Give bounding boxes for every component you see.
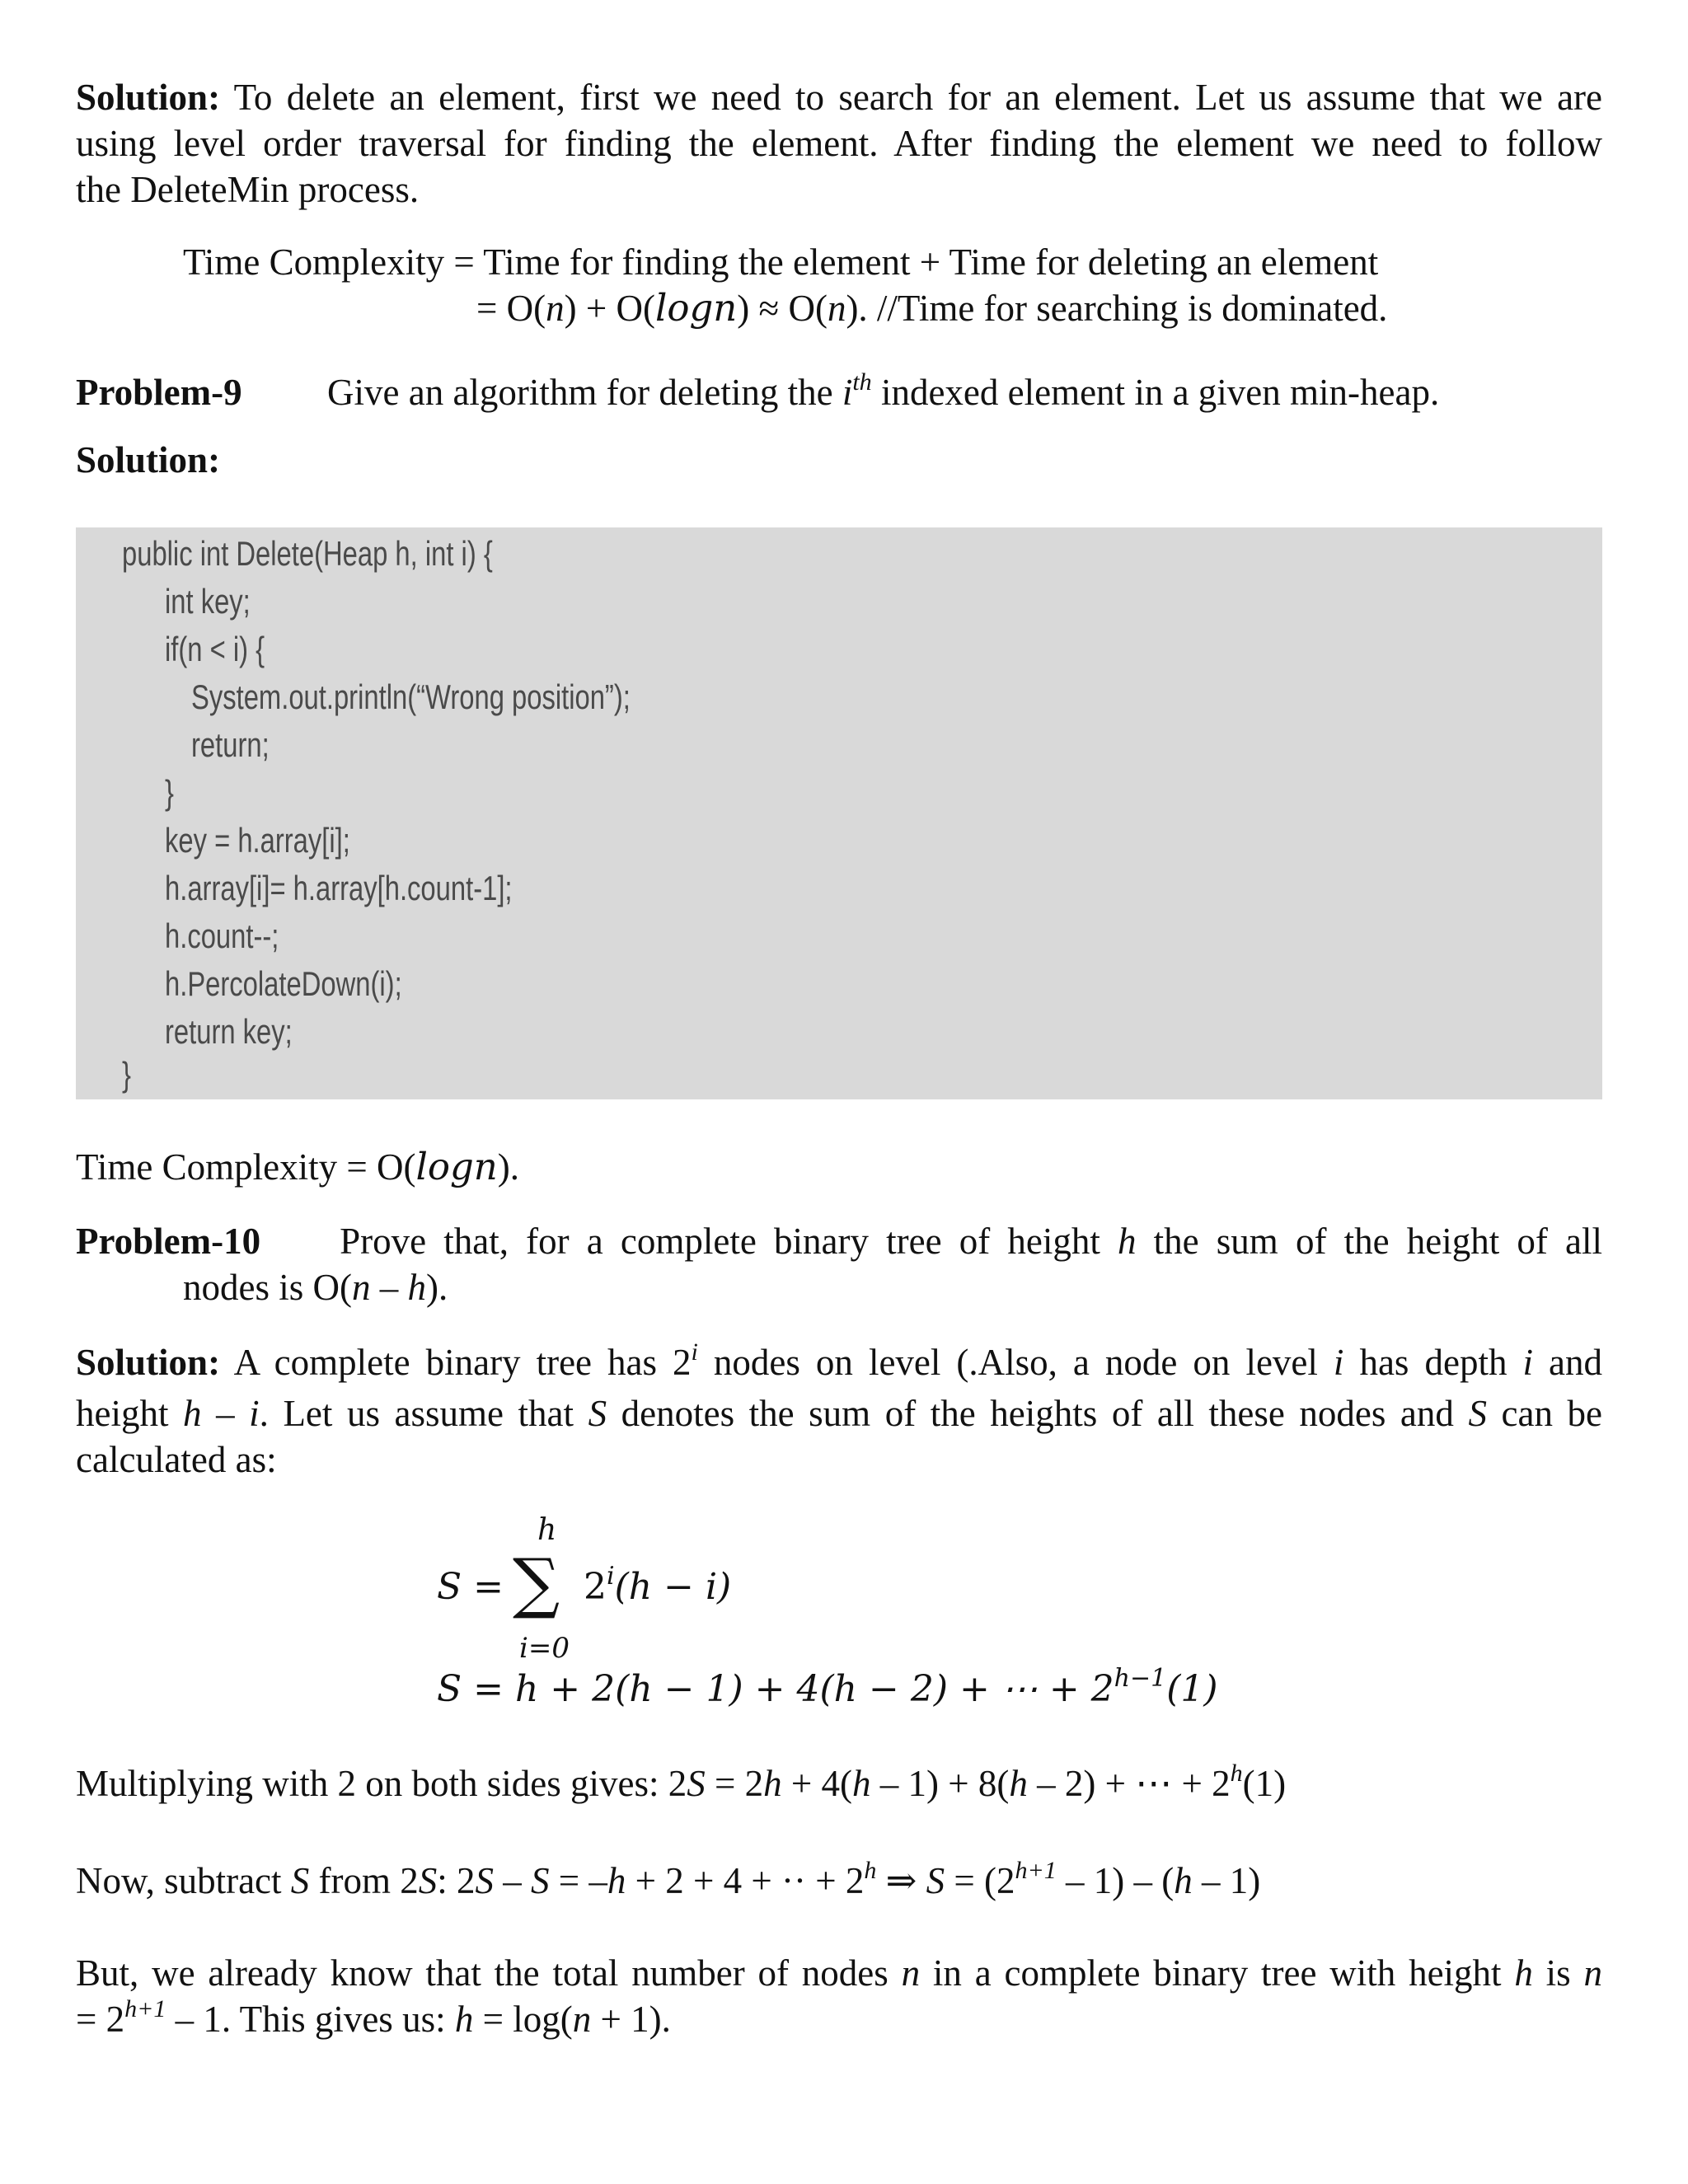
expanded-sum-end: (1) [1166, 1668, 1218, 1710]
superscript-h: h [864, 1857, 877, 1884]
final-text: = 2 [76, 1999, 125, 2040]
expanded-sum-text: S = h + 2(h − 1) + 4(h − 2) + ⋯ + 2 [437, 1668, 1114, 1710]
tc2-text: ). [497, 1146, 520, 1188]
sum-term-rest: (h − i) [614, 1566, 732, 1608]
code-line: h.PercolateDown(i); [165, 964, 402, 1003]
problem-9-text [327, 369, 1439, 420]
var-S: S [588, 1393, 607, 1434]
p10-text: nodes is O( [183, 1267, 352, 1308]
var-logn: logn [415, 1145, 498, 1188]
var-h: h [607, 1860, 626, 1901]
superscript-h: h [1230, 1760, 1243, 1787]
sub-text: + 2 + 4 + ·· + 2 [626, 1860, 865, 1901]
code-line: System.out.println(“Wrong position”); [191, 677, 631, 716]
time-complexity-line-1: Time Complexity = Time for finding the element + Time for deleting an element [183, 241, 1379, 283]
sol10-text: can be [1486, 1393, 1602, 1434]
var-h: h [1514, 1952, 1533, 1994]
sol10-text: calculated as: [76, 1439, 277, 1480]
tc-part: ). //Time for searching is dominated. [846, 288, 1388, 329]
p9-text: indexed element in a given min-heap. [871, 372, 1440, 413]
var-n: n [546, 288, 565, 329]
sol10-text: . Let us assume that [259, 1393, 588, 1434]
expr-n-h: n – h [351, 1267, 426, 1308]
subtract-line [76, 1858, 1260, 1909]
solution-label: Solution: [76, 1342, 221, 1383]
var-S: S [926, 1860, 945, 1901]
p9-text: Give an algorithm for deleting the [327, 372, 842, 413]
tc2-text: Time Complexity = O( [76, 1146, 416, 1188]
var-S: S [531, 1860, 550, 1901]
final-text: + 1). [591, 1999, 671, 2040]
sol10-text: has depth [1343, 1342, 1523, 1383]
code-line: } [122, 1055, 131, 1094]
superscript-i: i [691, 1338, 698, 1366]
sub-text: Now, subtract [76, 1860, 291, 1901]
var-i: i [842, 372, 853, 413]
time-complexity-2 [76, 1144, 519, 1190]
mult-text: (1) [1242, 1763, 1287, 1804]
var-h: h [852, 1763, 871, 1804]
final-text: But, we already know that the total number of nodes [76, 1952, 902, 1994]
sub-text: from 2 [309, 1860, 419, 1901]
intro-text-3: the DeleteMin process. [76, 169, 420, 210]
final-text: = log( [473, 1999, 573, 2040]
superscript-i: i [607, 1562, 615, 1591]
sum-term-base: 2 [584, 1566, 607, 1608]
multiplying-line [76, 1760, 1286, 1811]
sub-text: : 2 [437, 1860, 476, 1901]
var-i: i [1522, 1342, 1533, 1383]
code-line: } [165, 773, 174, 812]
expanded-sum [437, 1664, 1218, 1710]
sol10-text: height [76, 1393, 184, 1434]
mult-text: + 4( [781, 1763, 853, 1804]
intro-text-2: using level order traversal for finding the element. After finding the element we need to follow [76, 123, 1602, 164]
superscript-h-plus-1: h+1 [124, 1995, 166, 2022]
sub-text: ⇒ [876, 1860, 926, 1901]
var-i: i [1333, 1342, 1344, 1383]
tc-part: ) ≈ O( [737, 288, 828, 329]
mult-text: – 2) + ⋯ + 2 [1027, 1763, 1231, 1804]
tc-part: ) + O( [564, 288, 655, 329]
code-line: return; [191, 725, 270, 764]
var-S: S [418, 1860, 438, 1901]
sol10-text: nodes on level (.Also, a node on level [697, 1342, 1334, 1383]
p10-text: Prove that, for a complete binary tree of height [340, 1221, 1118, 1262]
var-h: h [1009, 1763, 1028, 1804]
var-S: S [290, 1860, 310, 1901]
code-line: if(n < i) { [165, 630, 265, 668]
solution-label: Solution: [76, 439, 221, 480]
sub-text: = (2 [945, 1860, 1015, 1901]
sum-lhs: S = [437, 1566, 504, 1608]
problem-9-solution-label [76, 437, 220, 483]
var-h: h [1174, 1860, 1193, 1901]
sigma-symbol: ∑ [513, 1544, 560, 1621]
mult-text: = 2 [705, 1763, 764, 1804]
intro-paragraph [76, 74, 1602, 213]
p10-text: the sum of the height of all [1136, 1221, 1602, 1262]
sum-term [584, 1562, 732, 1608]
expr-h-i: h – i [183, 1393, 260, 1434]
code-line: h.count--; [165, 916, 279, 955]
mult-text: – 1) + 8( [870, 1763, 1010, 1804]
final-paragraph [76, 1950, 1602, 2047]
code-block [76, 527, 1602, 1099]
p10-text: ). [425, 1267, 448, 1308]
sub-text: – 1) [1192, 1860, 1261, 1901]
problem-label: Problem-10 [76, 1221, 261, 1262]
var-S: S [687, 1763, 706, 1804]
time-complexity-line-2 [476, 285, 1387, 331]
mult-text: Multiplying with 2 on both sides gives: 2 [76, 1763, 687, 1804]
var-n: n [827, 288, 846, 329]
var-S: S [1468, 1393, 1487, 1434]
sub-text: = – [549, 1860, 607, 1901]
superscript-h-1: h−1 [1114, 1664, 1167, 1693]
final-text: is [1532, 1952, 1584, 1994]
var-h: h [1117, 1221, 1137, 1262]
tc-part: = O( [476, 288, 546, 329]
superscript-th: th [852, 368, 872, 396]
sum-lower-limit: i=0 [519, 1632, 570, 1665]
var-logn: logn [654, 286, 738, 330]
code-line: public int Delete(Heap h, int i) { [122, 534, 493, 573]
solution-10-paragraph [76, 1339, 1602, 1483]
code-line: int key; [165, 582, 251, 621]
var-h: h [763, 1763, 782, 1804]
intro-text-1: To delete an element, first we need to search for an element. Let us assume that we are [233, 77, 1602, 118]
sub-text: – [494, 1860, 532, 1901]
var-n: n [901, 1952, 921, 1994]
var-n: n [1583, 1952, 1603, 1994]
solution-label: Solution: [76, 77, 221, 118]
sum-upper-limit: h [537, 1513, 557, 1547]
sol10-text: and [1532, 1342, 1602, 1383]
code-line: return key; [165, 1012, 293, 1051]
superscript-h-plus-1: h+1 [1015, 1857, 1057, 1884]
sub-text: – 1) – ( [1056, 1860, 1175, 1901]
final-text: – 1. This gives us: [166, 1999, 455, 2040]
sol10-text: A complete binary tree has 2 [233, 1342, 692, 1383]
sol10-text: denotes the sum of the heights of all these nodes and [607, 1393, 1469, 1434]
code-line: h.array[i]= h.array[h.count-1]; [165, 869, 513, 907]
code-line: key = h.array[i]; [165, 821, 350, 860]
var-h: h [454, 1999, 474, 2040]
var-S: S [475, 1860, 495, 1901]
problem-label: Problem-9 [76, 372, 242, 413]
problem-9-label [76, 369, 242, 415]
var-n: n [572, 1999, 592, 2040]
final-text: in a complete binary tree with height [920, 1952, 1515, 1994]
problem-10 [76, 1218, 1602, 1310]
